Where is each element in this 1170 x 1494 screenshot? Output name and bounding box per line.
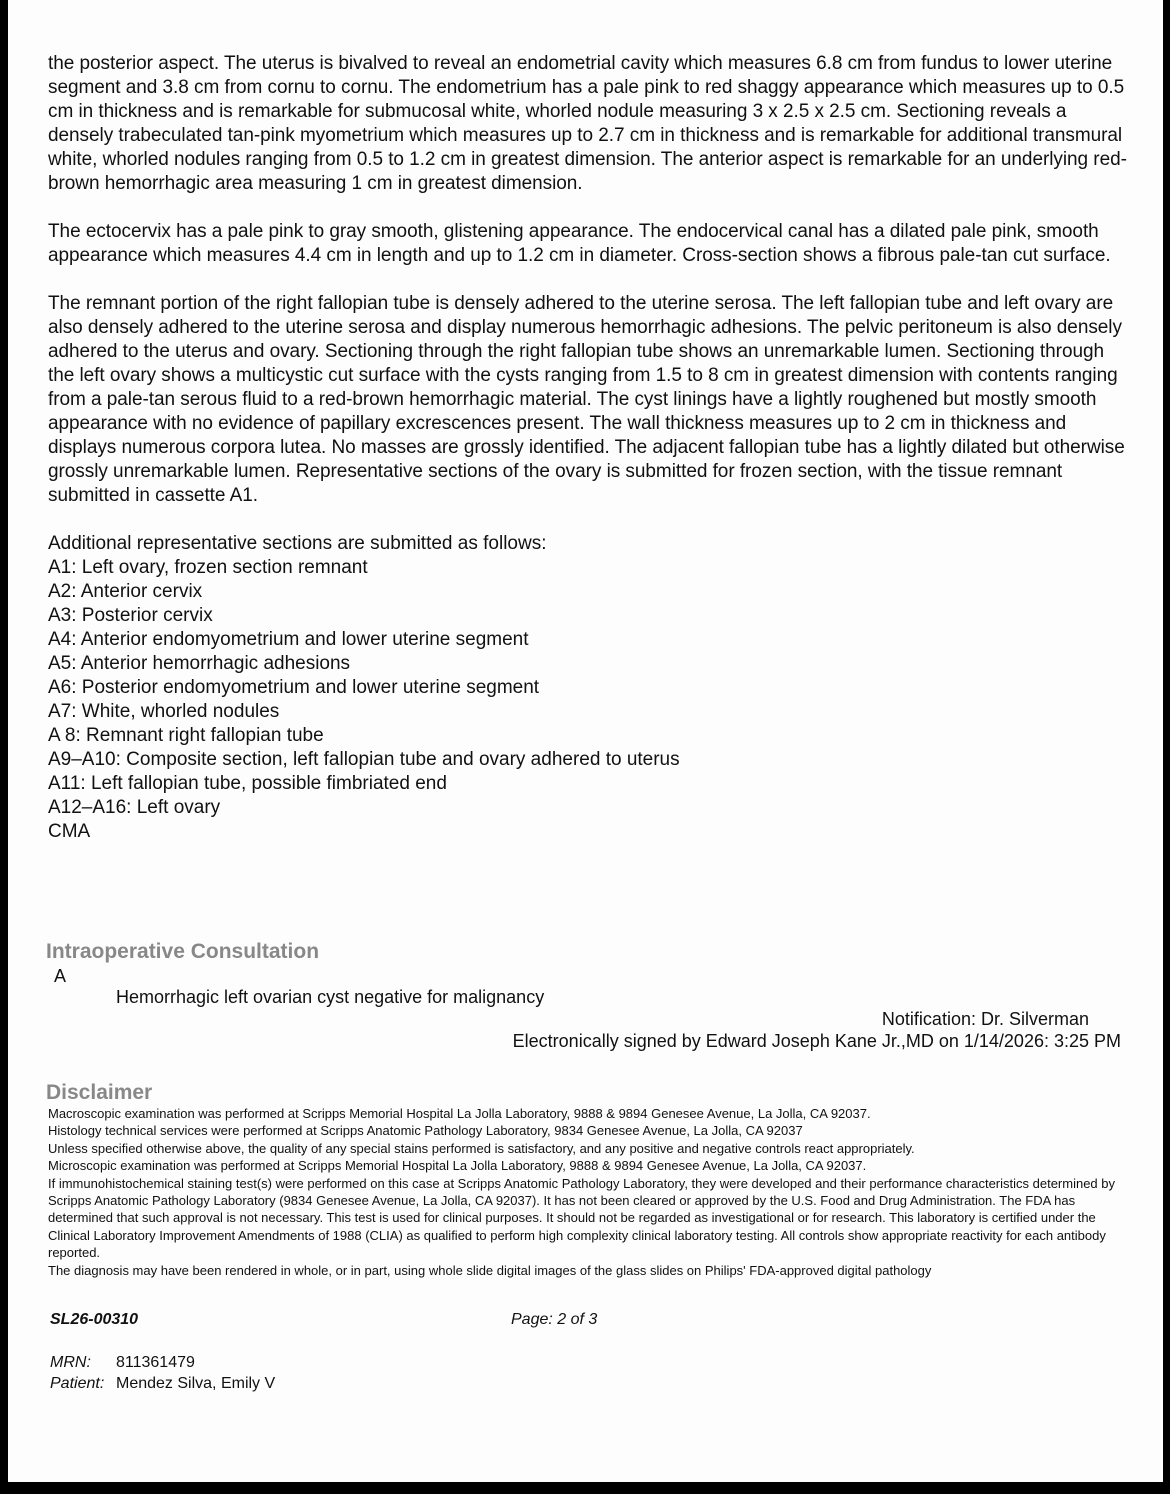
gross-paragraph-adnexa: The remnant portion of the right fallopian tube is densely adhered to the uterine serosa. The left fallopian tube and left ovary are also densely adhered to the uterine serosa and display numerous hemorrhagic adhesions. The pelvic peritoneum is also densely adhered to the uterus and ovary. Sectioning through the right fallopian tube shows an unremarkable lumen. Sectioning through the left ovary shows a multicystic cut surface with the cysts ranging from 1.5 to 8 cm in greatest dimension with contents ranging from a pale-tan serous fluid to a red-brown hemorrhagic material. The cyst linings have a lightly roughened but mostly smooth appearance with no evidence of papillary excrescences present. The wall thickness measures up to 2 cm in thickness and displays numerous corpora lutea. No masses are grossly identified. The adjacent fallopian tube has a lightly dilated but otherwise grossly unremarkable lumen. Representative sections of the ovary is submitted for frozen section, with the tissue remnant submitted in cassette A1. bbox=[48, 293, 1125, 506]
section-item: A 8: Remnant right fallopian tube bbox=[48, 725, 324, 746]
section-item: A6: Posterior endomyometrium and lower uterine segment bbox=[48, 677, 540, 698]
gross-paragraph-cervix: The ectocervix has a pale pink to gray smooth, glistening appearance. The endocervical canal has a dilated pale pink, smooth appearance which measures 4.4 cm in length and up to 1.2 cm in diameter. Cross-section shows a fibrous pale-tan cut surface. bbox=[48, 221, 1111, 266]
disclaimer-line: Unless specified otherwise above, the quality of any special stains performed is satisfactory, and any positive and negative controls react appropriately. bbox=[48, 1140, 915, 1156]
intraoperative-heading: Intraoperative Consultation bbox=[46, 940, 320, 963]
case-id: SL26-00310 bbox=[50, 1311, 139, 1328]
section-item: A12–A16: Left ovary bbox=[48, 797, 221, 818]
gross-paragraph-uterus: the posterior aspect. The uterus is bivalved to reveal an endometrial cavity which measures 6.8 cm from fundus to lower uterine segment and 3.8 cm from cornu to cornu. The endometrium has a pale pink to red shaggy appearance which measures up to 0.5 cm in thickness and is remarkable for submucosal white, whorled nodule measuring 3 x 2.5 x 2.5 cm. Sectioning reveals a densely trabeculated tan-pink myometrium which measures up to 2.7 cm in thickness and is remarkable for additional transmural white, whorled nodules ranging from 0.5 to 1.2 cm in greatest dimension. The anterior aspect is remarkable for an underlying red-brown hemorrhagic area measuring 1 cm in greatest dimension. bbox=[48, 53, 1127, 194]
patient-label: Patient: bbox=[50, 1375, 105, 1392]
mrn-label: MRN: bbox=[50, 1354, 91, 1371]
section-item: A3: Posterior cervix bbox=[48, 605, 213, 626]
section-item: A2: Anterior cervix bbox=[48, 581, 203, 602]
report-page bbox=[8, 0, 1163, 1482]
disclaimer-heading: Disclaimer bbox=[46, 1081, 153, 1104]
patient-row bbox=[50, 1375, 275, 1393]
disclaimer-text bbox=[48, 1105, 1123, 1279]
disclaimer-line: If immunohistochemical staining test(s) were performed on this case at Scripps Anatomic Pathology Laboratory, they were developed and their performance characteristics determined by Scripps Anatomic Pathology Laboratory (9834 Genesee Avenue, La Jolla, CA 92037). It has not been cleared or approved by the U.S. Food and Drug Administration. The FDA has determined that such approval is not necessary. This test is used for clinical purposes. It should not be regarded as investigational or for research. This laboratory is certified under the Clinical Laboratory Improvement Amendments of 1988 (CLIA) as qualified to perform high complexity clinical laboratory testing. All controls show appropriate reactivity for each antibody reported. bbox=[48, 1175, 1116, 1261]
section-item: A5: Anterior hemorrhagic adhesions bbox=[48, 653, 351, 674]
notification-line: Notification: Dr. Silverman bbox=[881, 1009, 1089, 1029]
signature-line: Electronically signed by Edward Joseph Kane Jr.,MD on 1/14/2026: 3:25 PM bbox=[512, 1031, 1121, 1051]
section-item: CMA bbox=[48, 821, 91, 842]
intraoperative-diagnosis: Hemorrhagic left ovarian cyst negative for malignancy bbox=[116, 987, 545, 1007]
disclaimer-line: The diagnosis may have been rendered in whole, or in part, using whole slide digital images of the glass slides on Philips' FDA-approved digital pathology bbox=[48, 1262, 932, 1278]
section-item: A11: Left fallopian tube, possible fimbriated end bbox=[48, 773, 447, 794]
mrn-value: 811361479 bbox=[116, 1354, 195, 1371]
section-item: A9–A10: Composite section, left fallopian tube and ovary adhered to uterus bbox=[48, 749, 680, 770]
section-item: A1: Left ovary, frozen section remnant bbox=[48, 557, 368, 578]
section-item: A4: Anterior endomyometrium and lower uterine segment bbox=[48, 629, 529, 650]
patient-name: Mendez Silva, Emily V bbox=[116, 1375, 276, 1392]
disclaimer-line: Histology technical services were performed at Scripps Anatomic Pathology Laboratory, 9834 Genesee Avenue, La Jolla, CA 92037 bbox=[48, 1123, 803, 1139]
mrn-row bbox=[50, 1354, 195, 1372]
intraoperative-specimen-letter: A bbox=[54, 966, 67, 986]
gross-description bbox=[48, 52, 1128, 844]
disclaimer-line: Microscopic examination was performed at Scripps Memorial Hospital La Jolla Laboratory, 9888 & 9894 Genesee Avenue, La Jolla, CA 92037. bbox=[48, 1158, 867, 1174]
sections-intro: Additional representative sections are submitted as follows: bbox=[48, 533, 547, 554]
section-list bbox=[48, 556, 1128, 844]
section-item: A7: White, whorled nodules bbox=[48, 701, 280, 722]
disclaimer-line: Macroscopic examination was performed at Scripps Memorial Hospital La Jolla Laboratory, 9888 & 9894 Genesee Avenue, La Jolla, CA 92037. bbox=[48, 1106, 871, 1121]
page-number: Page: 2 of 3 bbox=[511, 1311, 598, 1328]
